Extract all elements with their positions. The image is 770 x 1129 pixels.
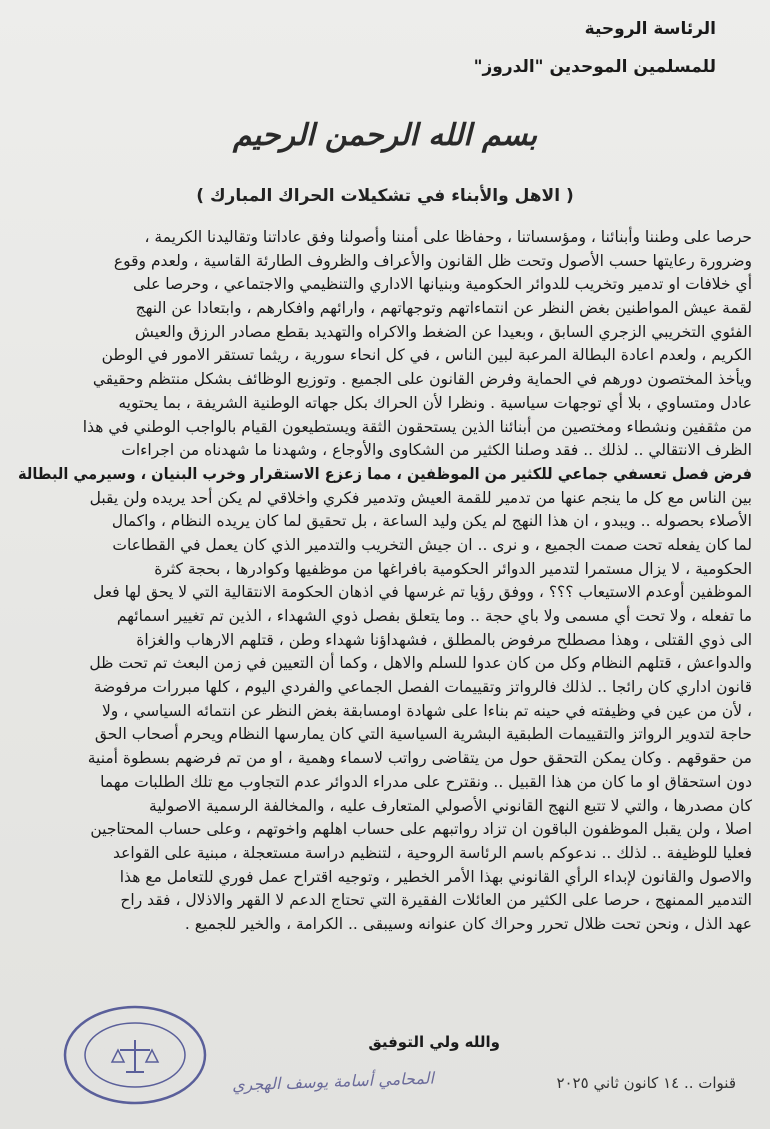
body-line: الأصلاء بحصوله .. ويبدو ، ان هذا النهج لم يكن وليد الساعة ، بل تحقيق لما كان يريده النظام ، واكمال xyxy=(111,512,752,531)
body-line: وضرورة رعايتها حسب الأصول وتحت ظل القانون والأعراف والظروف الطارئة القاسية ، ولعدم وقوع xyxy=(113,251,752,270)
body-line: الموظفين أوعدم الاستيعاب ؟؟؟ ، ووفق رؤيا تم غرسها في اذهان الحكومة الانتقالية التي لا يحق لها فعل xyxy=(93,583,752,602)
body-line: عهد الذل ، ونحن تحت ظلال تحرر وحراك كان عنوانه وسيبقى .. الكرامة ، والخير للجميع . xyxy=(184,914,752,933)
lawyer-signature: المحامي أسامة يوسف الهجري xyxy=(231,1068,435,1095)
body-line: من مثقفين ونشطاء ومختصين من أبنائنا الذين يستحقون الثقة ويستطيعون القيام بالواجب الوطني في هذا xyxy=(82,417,752,436)
body-line: أي خلافات او تدمير وتخريب للدوائر الحكومية وبنيانها الاداري والتنظيمي والاجتماعي ، وحرصا على xyxy=(133,275,752,294)
body-line: ، لأن من عين في وظيفته في حينه تم بناءا على شهادة اومسابقة بغض النظر عن انتمائه السياسي ، ولا xyxy=(101,701,752,720)
body-line: عادل ومتساوي ، بلا أي توجهات سياسية . ونظرا لأن الحراك بكل جهاته الوطنية الشريفة ، بما يحتويه xyxy=(118,393,752,412)
letterhead xyxy=(474,10,716,86)
body-line: الفئوي التخريبي الزجري السابق ، وبعيدا عن الضغط والاكراه والتهديد بقطع مصادر الرزق والعيش xyxy=(134,322,752,341)
body-line: الظرف الانتقالي .. لذلك .. فقد وصلنا الكثير من الشكاوى والأوجاع ، وشهدنا ما شهدناه من اجراءات xyxy=(121,441,752,460)
body-line: فرض فصل تعسفي جماعي للكثير من الموظفين ، مما زعزع الاستقرار وخرب البنيان ، وسيرمي البطالة xyxy=(18,464,752,483)
body-line: ما تفعله ، ولا تحت أي مسمى ولا باي حجة .. وما يتعلق بفصل ذوي الشهداء ، الذين تم تغيير اسمائهم xyxy=(116,607,752,625)
body-line: ويأخذ المختصون دورهم في الحماية وفرض القانون على الجميع . وتوزيع الوظائف بشكل منتظم وحقيقي xyxy=(92,370,752,389)
body-line: لما كان يفعله تحت صمت الجميع ، و نرى .. ان جيش التخريب والتدمير الذي كان يعمل في القطاعات xyxy=(112,535,752,554)
letterhead-line-1: الرئاسة الروحية xyxy=(584,19,716,39)
official-stamp-icon xyxy=(60,1000,210,1110)
body-line: اصلا ، ولن يقبل الموظفون الباقون ان تزاد رواتبهم على حساب اهلهم واخوتهم ، وعلى حساب المحتاجين xyxy=(90,820,752,839)
body-line: لقمة عيش المواطنين بغض النظر عن انتماءاتهم وتوجهاتهم ، وارائهم وافكارهم ، وابتعادا عن النهج xyxy=(135,299,752,318)
body-line: الحكومية ، لا يزال مستمرا لتدمير الدوائر الحكومية بافراغها من موظفيها وكوادرها ، بحجة كثرة xyxy=(154,559,752,578)
basmala-calligraphy: بسم الله الرحمن الرحيم xyxy=(232,118,538,153)
body-line: قانون اداري كان رائجا .. لذلك فالرواتز وتقييمات الفصل الجماعي والفردي اليوم ، كلها مبررات مرفوضة xyxy=(93,678,752,697)
letterhead-line-2: للمسلمين الموحدين "الدروز" xyxy=(473,57,716,77)
body-line: التدمير الممنهج ، حرصا على الكثير من العائلات الفقيرة التي تحتاج الدعم لا القهر والاذلال ، فقد راح xyxy=(120,891,752,910)
body-line: الكريم ، ولعدم اعادة البطالة المرعبة لبين الناس ، في كل انحاء سورية ، ريثما تستقر الامور في الوطن xyxy=(101,346,752,365)
signoff: والله ولي التوفيق xyxy=(368,1033,500,1051)
addressee-line: ( الاهل والأبناء في تشكيلات الحراك المبارك ) xyxy=(196,186,574,206)
body-line: حاجة لتدوير الرواتز والتقييمات الطبقية البشرية السياسية التي كان يمارسها النظام ويحرم أصحاب الحق xyxy=(94,725,752,744)
body-line: دون استحقاق او ما كان من هذا القبيل .. ونقترح على مدراء الدوائر عدم التجاوب مع تلك الطلبات مهما xyxy=(100,772,752,791)
body-line: كان مصدرها ، والتي لا تتبع النهج القانوني الأصولي المتعارف عليه ، والمخالفة الرسمية الاصولية xyxy=(149,796,752,815)
body-line: فعليا للوظيفة .. لذلك .. ندعوكم باسم الرئاسة الروحية ، لتنظيم دراسة مستعجلة ، مبنية على القواعد xyxy=(113,843,752,862)
body-line: من حقوقهم . وكان يمكن التحقق حول من يتقاضى رواتب لاسماء وهمية ، او من تم فرضهم بسطوة أمنية xyxy=(87,749,752,768)
letter-body xyxy=(18,226,752,937)
body-line: الى ذوي القتلى ، وهذا مصطلح مرفوض بالمطلق ، فشهداؤنا شهداء وطن ، قتلهم الارهاب والغزاة xyxy=(136,630,752,649)
body-line: والدواعش ، قتلهم النظام وكل من كان عدوا للسلم والاهل ، وكما أن التعيين في زمن البعث تم تحت ظل xyxy=(89,654,752,673)
place-date: قنوات .. ١٤ كانون ثاني ٢٠٢٥ xyxy=(556,1074,736,1092)
body-line: بين الناس مع كل ما ينجم عنها من تدمير للقمة العيش وتدمير فكري واخلاقي لم يكن أحد يريده ولن يقبل xyxy=(89,488,752,507)
body-line: والاصول والقانون لإبداء الرأي القانوني بهذا الأمر الخطير ، وتوجيه اقتراح عمل فوري للتعامل مع هذا xyxy=(119,867,752,886)
body-line: حرصا على وطننا وأبنائنا ، ومؤسساتنا ، وحفاظا على أمننا وأصولنا وفق عاداتنا وتقاليدنا الكريمة ، xyxy=(144,228,752,246)
